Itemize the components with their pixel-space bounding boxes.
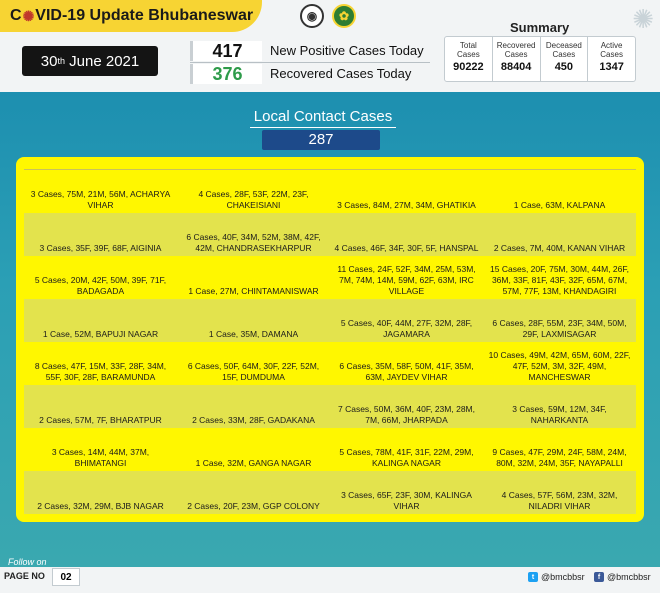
page-number: 02 xyxy=(52,568,80,586)
table-cell: 1 Case, 52M, BAPUJI NAGAR xyxy=(42,329,159,339)
header xyxy=(0,0,660,92)
facebook-icon: f xyxy=(594,572,604,582)
summary-label: Active xyxy=(600,41,623,50)
table-cell: 5 Cases, 40F, 44M, 27F, 32M, 28F, JAGAMARA xyxy=(340,318,473,339)
table-cell: 10 Cases, 49M, 42M, 65M, 60M, 22F, 47F, 52M, 3M, 32F, 49M, MANCHESWAR xyxy=(488,350,631,382)
table-cell: 8 Cases, 47F, 15M, 33F, 28F, 34M, 55F, 30F, 28F, BARAMUNDA xyxy=(34,361,167,382)
table-cell: 4 Cases, 46F, 34F, 30F, 5F, HANSPAL xyxy=(334,243,479,253)
table-cell: 11 Cases, 24F, 52F, 34M, 25M, 53M, 7M, 74M, 14M, 59M, 62F, 63M, IRC VILLAGE xyxy=(337,264,476,296)
table-cell: 6 Cases, 50F, 64M, 30F, 22F, 52M, 15F, DUMDUMA xyxy=(187,361,320,382)
twitter-handle: @bmcbbsr xyxy=(541,572,585,582)
summary-title: Summary xyxy=(510,20,570,35)
summary-label: Cases xyxy=(457,50,480,59)
title-prefix: C xyxy=(10,7,22,24)
table-cell: 3 Cases, 84M, 27M, 34M, GHATIKIA xyxy=(337,200,476,210)
facebook-handle: @bmcbbsr xyxy=(607,572,651,582)
table-cell: 5 Cases, 20M, 42F, 50M, 39F, 71F, BADAGADA xyxy=(34,275,167,296)
recovered-count: 376 xyxy=(190,64,262,84)
cases-table xyxy=(24,169,636,514)
date-suffix: th xyxy=(57,56,65,66)
table-cell: 9 Cases, 47F, 29M, 24F, 58M, 24M, 80M, 32M, 24M, 35F, NAYAPALLI xyxy=(492,447,627,468)
table-cell: 3 Cases, 59M, 12M, 34F, NAHARKANTA xyxy=(512,404,607,425)
table-cell: 4 Cases, 57F, 56M, 23M, 32M, NILADRI VIHAR xyxy=(501,490,618,511)
summary-label: Cases xyxy=(504,50,528,59)
table-cell: 1 Case, 32M, GANGA NAGAR xyxy=(195,458,312,468)
table-cell: 3 Cases, 35F, 39F, 68F, AIGINIA xyxy=(39,243,162,253)
table-cell: 3 Cases, 14M, 44M, 37M, BHIMATANGI xyxy=(51,447,150,468)
table-cell: 2 Cases, 7M, 40M, KANAN VIHAR xyxy=(493,243,626,253)
table-cell: 2 Cases, 32M, 29M, BJB NAGAR xyxy=(37,501,164,511)
twitter-link[interactable] xyxy=(528,572,585,582)
page-title xyxy=(0,0,262,32)
table-cell: 2 Cases, 33M, 28F, GADAKANA xyxy=(192,415,315,425)
logos xyxy=(300,4,356,28)
summary-recovered xyxy=(493,37,541,81)
summary-active xyxy=(588,37,635,81)
summary-value: 90222 xyxy=(453,61,484,73)
table-cell: 3 Cases, 65F, 23F, 30M, KALINGA VIHAR xyxy=(341,490,472,511)
summary-value: 1347 xyxy=(599,61,624,73)
local-contact-count: 287 xyxy=(262,130,380,150)
table-row xyxy=(24,342,636,385)
summary-value: 450 xyxy=(554,61,574,73)
virus-icon: ✺ xyxy=(22,7,35,24)
table-cell: 2 Cases, 20F, 23M, GGP COLONY xyxy=(187,501,320,511)
date-day: 30 xyxy=(40,52,58,70)
date-month-year: June 2021 xyxy=(64,52,140,70)
summary-label: Total xyxy=(459,41,477,50)
title-text: VID-19 Update Bhubaneswar xyxy=(35,7,254,24)
table-cell: 4 Cases, 28F, 53F, 22M, 23F, CHAKEISIANI xyxy=(198,189,309,210)
summary-label: Cases xyxy=(600,50,623,59)
recovered-label: Recovered Cases Today xyxy=(270,66,412,81)
table-row xyxy=(24,170,636,213)
table-cell: 7 Cases, 50M, 36M, 40F, 23M, 28M, 7M, 66M, JHARPADA xyxy=(337,404,475,425)
twitter-icon: t xyxy=(528,572,538,582)
odisha-emblem-icon: ◉ xyxy=(300,4,324,28)
summary-total xyxy=(445,37,493,81)
table-cell: 1 Case, 35M, DAMANA xyxy=(208,329,299,339)
summary-label: Deceased xyxy=(545,41,582,50)
follow-label: Follow on xyxy=(8,557,47,567)
bmc-logo-icon: ✿ xyxy=(332,4,356,28)
table-cell: 1 Case, 63M, KALPANA xyxy=(513,200,606,210)
table-cell: 3 Cases, 75M, 21M, 56M, ACHARYA VIHAR xyxy=(30,189,171,210)
table-cell: 6 Cases, 40F, 34M, 52M, 38M, 42F, 42M, CHANDRASEKHARPUR xyxy=(186,232,321,253)
table-cell: 5 Cases, 78M, 41F, 31F, 22M, 29M, KALINGA NAGAR xyxy=(339,447,474,468)
facebook-link[interactable] xyxy=(594,572,651,582)
table-row xyxy=(24,299,636,342)
summary-deceased xyxy=(541,37,589,81)
date-badge xyxy=(22,46,158,76)
summary-label: Cases xyxy=(552,50,576,59)
table-cell: 15 Cases, 20F, 75M, 30M, 44M, 26F, 36M, 33F, 81F, 43F, 32F, 65M, 67M, 57M, 77F, 13M, KHANDAGIRI xyxy=(490,264,629,296)
page-number-label: PAGE NO xyxy=(4,571,45,581)
new-positive-label: New Positive Cases Today xyxy=(270,43,424,58)
virus-decoration-icon: ✺ xyxy=(632,4,654,34)
summary-label: Recovered xyxy=(496,41,536,50)
table-row xyxy=(24,471,636,514)
table-row xyxy=(24,385,636,428)
new-positive-count: 417 xyxy=(190,41,262,61)
table-cell: 6 Cases, 35M, 58F, 50M, 41F, 35M, 63M, JAYDEV VIHAR xyxy=(339,361,474,382)
table-cell: 1 Case, 27M, CHINTAMANISWAR xyxy=(188,286,319,296)
table-cell: 2 Cases, 57M, 7F, BHARATPUR xyxy=(39,415,162,425)
table-row xyxy=(24,428,636,471)
summary-box xyxy=(444,36,636,82)
summary-value: 88404 xyxy=(500,61,532,73)
table-row xyxy=(24,213,636,256)
table-row xyxy=(24,256,636,299)
local-contact-title: Local Contact Cases xyxy=(250,108,396,128)
table-cell: 6 Cases, 28F, 55M, 23F, 34M, 50M, 29F, LAXMISAGAR xyxy=(492,318,627,339)
